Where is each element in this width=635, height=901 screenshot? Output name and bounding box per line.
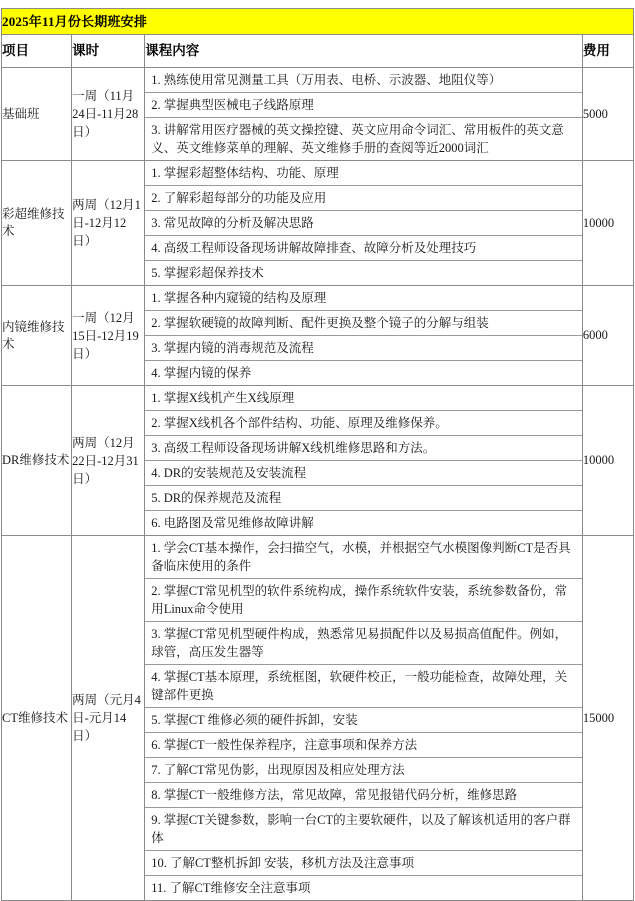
banner-row <box>2 9 634 35</box>
header-label-content: 课程内容 <box>145 43 200 58</box>
cell-hours: 两周（元月4日-元月14日） <box>72 536 145 901</box>
course-item-text: 1. 掌握彩超整体结构、功能、原理 <box>145 161 582 186</box>
course-item-row <box>145 311 582 336</box>
course-item-text: 4. 掌握内镜的保养 <box>151 366 252 380</box>
course-item-text: 6. 电路图及常见维修故障讲解 <box>151 516 314 530</box>
course-item-row <box>145 486 582 511</box>
cell-project: 基础班 <box>2 68 72 161</box>
course-item-row <box>145 68 582 93</box>
cell-project: CT维修技术 <box>2 536 72 901</box>
cell-fee: 10000 <box>582 161 633 286</box>
cell-fee: 6000 <box>582 286 633 386</box>
header-label-project: 项目 <box>2 43 29 58</box>
training-schedule-table <box>1 8 634 901</box>
header-cell-project <box>2 35 72 68</box>
course-item-text: 1. 掌握各种内窥镜的结构及原理 <box>145 286 582 311</box>
course-item-list <box>145 286 582 385</box>
cell-project: 彩超维修技术 <box>2 161 72 286</box>
course-item-text: 10. 了解CT整机拆卸 安装，移机方法及注意事项 <box>145 851 582 876</box>
course-item-row <box>145 511 582 536</box>
course-item-row <box>145 808 582 851</box>
course-item-text: 3. 掌握内镜的消毒规范及流程 <box>145 336 582 361</box>
header-cell-fee <box>582 35 633 68</box>
cell-content <box>145 386 583 536</box>
course-item-list <box>145 536 582 900</box>
header-cell-hours <box>72 35 145 68</box>
table-row <box>2 286 634 386</box>
course-item-row <box>145 622 582 665</box>
cell-hours: 一周（11月24日-11月28日） <box>72 68 145 161</box>
course-item-text: 7. 了解CT常见伪影，出现原因及相应处理方法 <box>145 758 582 783</box>
document-title: 2025年11月份长期班安排 <box>2 13 148 29</box>
cell-fee: 15000 <box>582 536 633 901</box>
banner-cell <box>2 9 634 35</box>
course-item-row <box>145 665 582 708</box>
course-item-text: 1. 熟练使用常见测量工具（万用表、电桥、示波器、地阻仪等） <box>145 68 582 93</box>
header-cell-content <box>145 35 583 68</box>
course-item-text: 6. 掌握CT一般性保养程序，注意事项和保养方法 <box>145 733 582 758</box>
course-item-row <box>145 851 582 876</box>
course-item-row <box>145 336 582 361</box>
course-item-list <box>145 386 582 535</box>
course-item-text: 4. 掌握CT基本原理，系统框图，软硬件校正，一般功能检查，故障处理，关键部件更换 <box>145 665 582 708</box>
course-item-text: 2. 掌握CT常见机型的软件系统构成，操作系统软件安装，系统参数备份，常用Linux命令使用 <box>145 579 582 622</box>
course-item-row <box>145 361 582 386</box>
course-item-text: 9. 掌握CT关键参数，影响一台CT的主要软硬件，以及了解该机适用的客户群体 <box>145 808 582 851</box>
course-item-row <box>145 118 582 161</box>
course-item-row <box>145 579 582 622</box>
cell-hours: 一周（12月15日-12月19日） <box>72 286 145 386</box>
course-item-row <box>145 758 582 783</box>
header-label-fee: 费用 <box>582 43 610 58</box>
course-item-row <box>145 186 582 211</box>
course-item-row <box>145 436 582 461</box>
course-item-row <box>145 211 582 236</box>
course-item-row <box>145 461 582 486</box>
course-item-text: 8. 掌握CT一般维修方法，常见故障，常见报错代码分析，维修思路 <box>145 783 582 808</box>
course-item-row <box>145 386 582 411</box>
course-item-text: 4. 高级工程师设备现场讲解故障排查、故障分析及处理技巧 <box>145 236 582 261</box>
course-item-row <box>145 161 582 186</box>
cell-fee: 5000 <box>582 68 633 161</box>
course-item-text: 2. 掌握X线机各个部件结构、功能、原理及维修保养。 <box>145 411 582 436</box>
course-item-list <box>145 161 582 285</box>
course-item-row <box>145 286 582 311</box>
course-item-list <box>145 68 582 160</box>
course-item-text: 2. 了解彩超每部分的功能及应用 <box>145 186 582 211</box>
course-item-row <box>145 876 582 901</box>
cell-content <box>145 68 583 161</box>
table-row <box>2 386 634 536</box>
cell-hours: 两周（12月1日-12月12日） <box>72 161 145 286</box>
cell-hours: 两周（12月22日-12月31日） <box>72 386 145 536</box>
course-item-row <box>145 236 582 261</box>
header-label-hours: 课时 <box>72 43 100 58</box>
course-item-text: 5. DR的保养规范及流程 <box>145 486 582 511</box>
course-item-row <box>145 261 582 286</box>
cell-project: DR维修技术 <box>2 386 72 536</box>
cell-project: 内镜维修技术 <box>2 286 72 386</box>
table-body <box>2 9 634 901</box>
document-page <box>0 8 635 895</box>
course-item-row <box>145 536 582 579</box>
course-item-text: 1. 掌握X线机产生X线原理 <box>145 386 582 411</box>
course-item-row <box>145 783 582 808</box>
cell-fee: 10000 <box>582 386 633 536</box>
course-item-row <box>145 708 582 733</box>
course-item-text: 5. 掌握彩超保养技术 <box>151 266 264 280</box>
course-item-text: 3. 掌握CT常见机型硬件构成，熟悉常见易损配件以及易损高值配件。例如，球管，高压发生器等 <box>145 622 582 665</box>
course-item-text: 4. DR的安装规范及安装流程 <box>145 461 582 486</box>
table-row <box>2 68 634 161</box>
column-header-row <box>2 35 634 68</box>
course-item-text: 2. 掌握典型医械电子线路原理 <box>145 93 582 118</box>
course-item-text: 3. 常见故障的分析及解决思路 <box>145 211 582 236</box>
course-item-text: 3. 讲解常用医疗器械的英文操控键、英文应用命令词汇、常用板件的英文意义、英文维修菜单的理解、英文维修手册的查阅等近2000词汇 <box>151 123 564 155</box>
course-item-text: 5. 掌握CT 维修必须的硬件拆卸，安装 <box>145 708 582 733</box>
table-row <box>2 536 634 901</box>
course-item-row <box>145 411 582 436</box>
course-item-text: 1. 学会CT基本操作，会扫描空气，水模，并根据空气水模图像判断CT是否具备临床使用的条件 <box>145 536 582 579</box>
table-row <box>2 161 634 286</box>
course-item-text: 11. 了解CT维修安全注意事项 <box>151 881 311 895</box>
course-item-row <box>145 93 582 118</box>
cell-content <box>145 286 583 386</box>
cell-content <box>145 536 583 901</box>
course-item-row <box>145 733 582 758</box>
course-item-text: 3. 高级工程师设备现场讲解X线机维修思路和方法。 <box>145 436 582 461</box>
course-item-text: 2. 掌握软硬镜的故障判断、配件更换及整个镜子的分解与组装 <box>145 311 582 336</box>
cell-content <box>145 161 583 286</box>
